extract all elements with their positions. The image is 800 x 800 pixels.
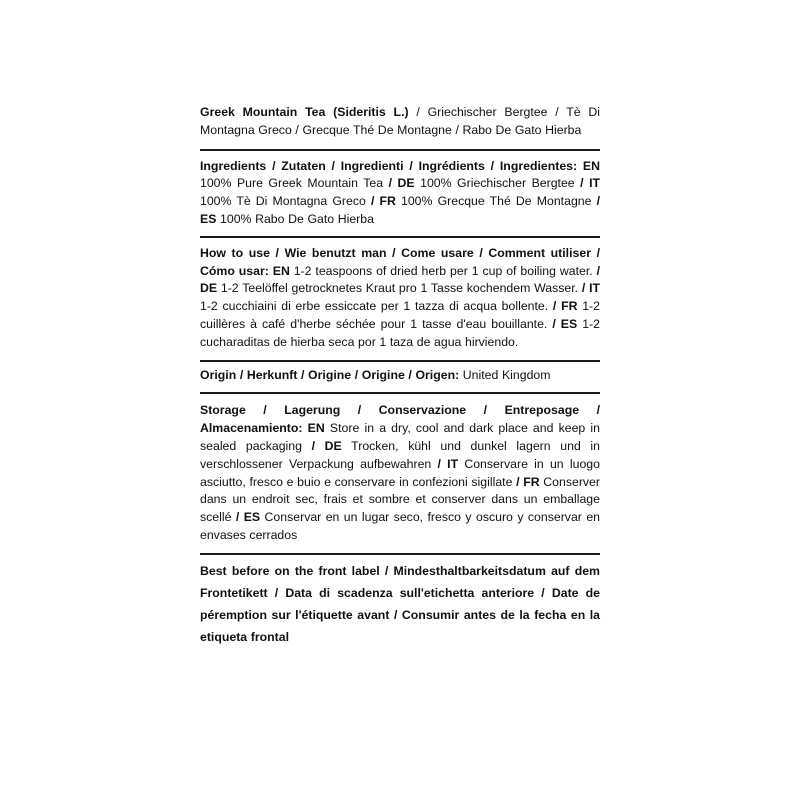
how-to-use-it: 1-2 cucchiaini di erbe essiccate per 1 tazza di acqua bollente. xyxy=(200,299,553,314)
lang-code-de: / DE xyxy=(388,176,415,191)
lang-code-it: / IT xyxy=(580,176,600,191)
lang-code-en: EN xyxy=(302,421,325,436)
ingredients-section xyxy=(200,151,600,236)
ingredients-en: 100% Pure Greek Mountain Tea xyxy=(200,176,389,191)
origin-section xyxy=(200,362,600,393)
lang-code-de: / DE xyxy=(200,263,600,296)
best-before-text: Best before on the front label / Mindesthaltbarkeitsdatum auf dem Frontetikett / Data di scadenza sull'etichetta anteriore / Date de péremption sur l'étiquette avant / Consumir antes de la fecha en la etiqueta frontal xyxy=(200,563,600,644)
lang-code-en: EN xyxy=(577,158,600,173)
lang-code-en: EN xyxy=(268,263,290,278)
storage-de: Trocken, kühl und dunkel lagern und in verschlossener Verpackung aufbewahren xyxy=(200,438,600,471)
storage-heading: Storage / Lagerung / Conservazione / Entreposage / Almacenamiento: xyxy=(200,403,600,436)
storage-en: Store in a dry, cool and dark place and keep in sealed packaging xyxy=(200,421,600,453)
ingredients-it: 100% Tè Di Montagna Greco xyxy=(200,194,371,209)
origin-heading: Origin / Herkunft / Origine / Origine / Origen: xyxy=(200,367,460,382)
ingredients-heading: Ingredients / Zutaten / Ingredienti / Ingrédients / Ingredientes: xyxy=(200,158,578,173)
lang-code-it: / IT xyxy=(581,281,600,296)
lang-code-es: / ES xyxy=(552,316,578,331)
lang-code-de: / DE xyxy=(311,438,342,453)
lang-code-es: / ES xyxy=(200,194,600,226)
how-to-use-de: 1-2 Teelöffel getrocknetes Kraut pro 1 Tasse kochendem Wasser. xyxy=(217,281,582,296)
best-before-section xyxy=(200,555,600,648)
how-to-use-section xyxy=(200,238,600,360)
product-title xyxy=(200,104,600,149)
storage-fr: Conserver dans un endroit sec, frais et sombre et conserver dans un emballage scellé xyxy=(200,474,600,525)
lang-code-it: / IT xyxy=(437,456,459,471)
how-to-use-fr: 1-2 cuillères à café d'herbe séchée pour 1 tasse d'eau bouillante. xyxy=(200,299,600,331)
lang-code-es: / ES xyxy=(235,510,261,525)
how-to-use-heading: How to use / Wie benutzt man / Come usare / Comment utiliser / Cómo usar: xyxy=(200,245,600,278)
storage-it: Conservare in un luogo asciutto, fresco e buio e conservare in confezioni sigillate xyxy=(200,456,600,489)
lang-code-fr: / FR xyxy=(552,299,578,314)
lang-code-fr: / FR xyxy=(516,474,540,489)
how-to-use-es: 1-2 cucharaditas de hierba seca por 1 taza de agua hirviendo. xyxy=(200,316,601,349)
how-to-use-en: 1-2 teaspoons of dried herb per 1 cup of boiling water. xyxy=(289,263,597,278)
storage-section xyxy=(200,394,600,552)
ingredients-es: 100% Rabo De Gato Hierba xyxy=(216,211,374,226)
ingredients-de: 100% Griechischer Bergtee xyxy=(414,176,581,191)
product-name: Greek Mountain Tea (Sideritis L.) xyxy=(200,105,409,119)
lang-code-fr: / FR xyxy=(370,194,396,209)
storage-es: Conservar en un lugar seco, fresco y oscuro y conservar en envases cerrados xyxy=(200,510,600,542)
product-label xyxy=(200,104,600,648)
ingredients-fr: 100% Grecque Thé De Montagne xyxy=(395,194,597,209)
product-name-translations: / Griechischer Bergtee / Tè Di Montagna Greco / Grecque Thé De Montagne / Rabo De Gato Hierba xyxy=(200,105,600,137)
origin-value: United Kingdom xyxy=(459,367,551,382)
